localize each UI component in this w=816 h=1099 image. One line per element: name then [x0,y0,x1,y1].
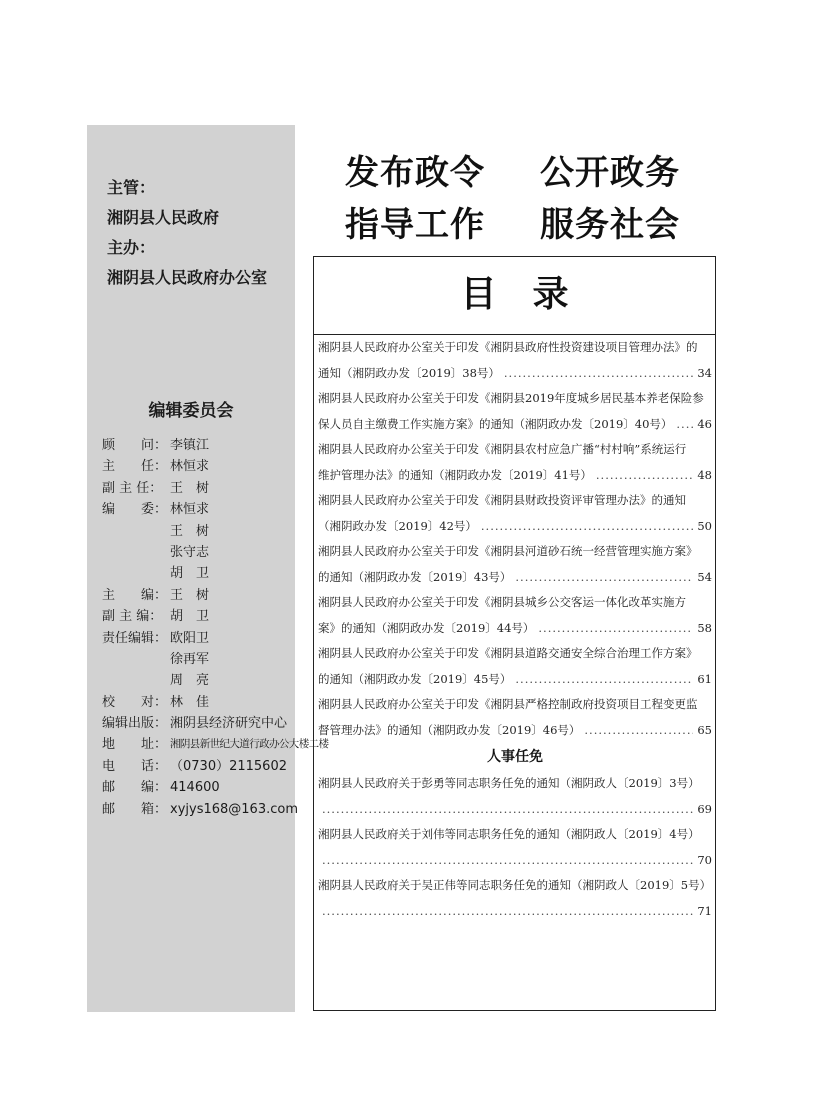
toc-entry-title-cont: 督管理办法》的通知（湘阴政办发〔2019〕46号） [318,722,581,737]
toc-entry-title-cont: 的通知（湘阴政办发〔2019〕45号） [318,671,512,686]
toc-entry[interactable] [318,641,712,692]
slogan-open-affairs: 公开政务 [540,153,680,193]
toc-page-number: 69 [697,801,712,816]
sponsor-block [107,173,267,293]
leader-dots [322,848,693,874]
leader-dots [676,412,693,438]
staff-name: 李镇江 [170,438,210,453]
staff-name: 张守志 [170,544,210,560]
leader-dots [515,565,693,591]
leader-dots [515,667,693,693]
toc-entry[interactable] [318,692,712,743]
organizer-name: 湘阴县人民政府办公室 [107,268,268,287]
toc-entry-title: 湘阴县人民政府办公室关于印发《湘阴县2019年度城乡居民基本养老保险参 [318,391,704,405]
staff-name: 欧阳卫 [170,630,210,646]
staff-name: 王 树 [170,480,210,496]
toc-page-number: 61 [697,671,712,686]
toc-entry[interactable] [318,386,712,437]
leader-dots [538,616,693,642]
leader-dots [584,718,693,744]
toc-page-number: 71 [697,903,712,918]
staff-name: 周 亮 [170,673,210,689]
toc-page-number: 50 [697,518,712,533]
staff-name: 王 树 [170,587,210,603]
toc-entry[interactable] [318,590,712,641]
leader-dots [481,514,693,540]
toc-entry-title: 湘阴县人民政府办公室关于印发《湘阴县城乡公交客运一体化改革实施方 [318,595,686,609]
staff-role: 顾 问： [102,438,168,453]
editorial-board-title: 编辑委员会 [148,401,234,421]
toc-entry-title: 湘阴县人民政府办公室关于印发《湘阴县道路交通安全综合治理工作方案》 [318,646,698,660]
leader-dots [322,797,693,823]
toc-entry-title: 湘阴县人民政府办公室关于印发《湘阴县政府性投资建设项目管理办法》的 [318,340,698,354]
toc-page-number: 65 [697,722,712,737]
staff-role: 编 委： [102,502,168,518]
staff-role: 副 主 任： [102,480,163,496]
toc-title: 目录 [314,257,715,335]
toc-entry[interactable] [318,488,712,539]
staff-role: 邮 编： [102,780,168,796]
editorial-sidebar [87,125,329,1012]
toc-entry[interactable] [318,822,712,873]
slogan-guide-work: 指导工作 [345,205,485,245]
toc-entry-title-cont: 保人员自主缴费工作实施方案》的通知（湘阴政办发〔2019〕40号） [318,416,673,431]
staff-name: 胡 卫 [170,566,210,582]
toc-entry-title-cont: 维护管理办法》的通知（湘阴政办发〔2019〕41号） [318,467,592,482]
toc-page-number: 54 [697,569,712,584]
toc-entry[interactable] [318,873,712,924]
staff-role: 校 对： [102,694,168,710]
staff-name: 胡 卫 [170,609,210,625]
staff-role: 副 主 编： [102,609,163,625]
toc-page-number: 70 [697,852,712,867]
toc-entry[interactable] [318,437,712,488]
staff-role: 电 话： [102,758,168,774]
staff-name: 王 树 [170,523,210,539]
staff-name: 414600 [170,780,220,796]
staff-role: 邮 箱： [102,801,168,817]
staff-role: 主 编： [102,587,168,603]
staff-role: 编辑出版： [102,716,168,732]
toc-entry-title-cont: （湘阴政办发〔2019〕42号） [318,518,477,533]
toc-entry[interactable] [318,539,712,590]
slogan-issue-decrees: 发布政令 [345,153,485,193]
staff-name: xyjys168@163.com [170,801,298,817]
staff-name: 湘阴县经济研究中心 [170,716,288,732]
toc-entry-title: 湘阴县人民政府办公室关于印发《湘阴县财政投资评审管理办法》的通知 [318,493,686,507]
toc-page-number: 58 [697,620,712,635]
staff-role: 主 任： [102,459,168,475]
staff-name: 林 佳 [170,694,210,710]
toc-entry-title: 湘阴县人民政府关于刘伟等同志职务任免的通知（湘阴政人〔2019〕4号） [318,827,700,841]
toc-entry-title-cont: 的通知（湘阴政办发〔2019〕43号） [318,569,512,584]
toc-entry-title: 湘阴县人民政府关于吴正伟等同志职务任免的通知（湘阴政人〔2019〕5号） [318,878,712,892]
toc-page-number: 46 [697,416,712,431]
staff-name: 林恒求 [170,459,210,475]
toc-page-number: 34 [697,365,712,380]
toc-entry-list [318,335,712,924]
toc-section-personnel: 人事任免 [487,749,543,765]
leader-dots [596,463,693,489]
leader-dots [504,361,693,387]
supervisor-name: 湘阴县人民政府 [107,208,220,227]
staff-name: 徐再军 [170,651,210,667]
staff-name: 林恒求 [170,502,210,518]
staff-role: 责任编辑： [102,630,168,646]
staff-name: （0730）2115602 [170,758,287,774]
staff-name: 湘阴县新世纪大道行政办公大楼二楼 [170,738,329,751]
leader-dots [322,899,693,925]
toc-entry[interactable] [318,335,712,386]
slogan-serve-society: 服务社会 [540,205,680,245]
organizer-label: 主办： [107,238,156,257]
toc-entry-title: 湘阴县人民政府办公室关于印发《湘阴县河道砂石统一经营管理实施方案》 [318,544,698,558]
toc-page-number: 48 [697,467,712,482]
toc-entry-title: 湘阴县人民政府办公室关于印发《湘阴县严格控制政府投资项目工程变更监 [318,697,698,711]
table-of-contents [313,256,716,1011]
toc-entry-title: 湘阴县人民政府办公室关于印发《湘阴县农村应急广播“村村响”系统运行 [318,442,687,456]
staff-role: 地 址： [102,737,168,753]
toc-entry-title-cont: 通知（湘阴政办发〔2019〕38号） [318,365,500,380]
toc-entry-title-cont: 案》的通知（湘阴政办发〔2019〕44号） [318,620,535,635]
supervisor-label: 主管： [107,178,156,197]
toc-entry-title: 湘阴县人民政府关于彭勇等同志职务任免的通知（湘阴政人〔2019〕3号） [318,776,700,790]
toc-entry[interactable] [318,771,712,822]
